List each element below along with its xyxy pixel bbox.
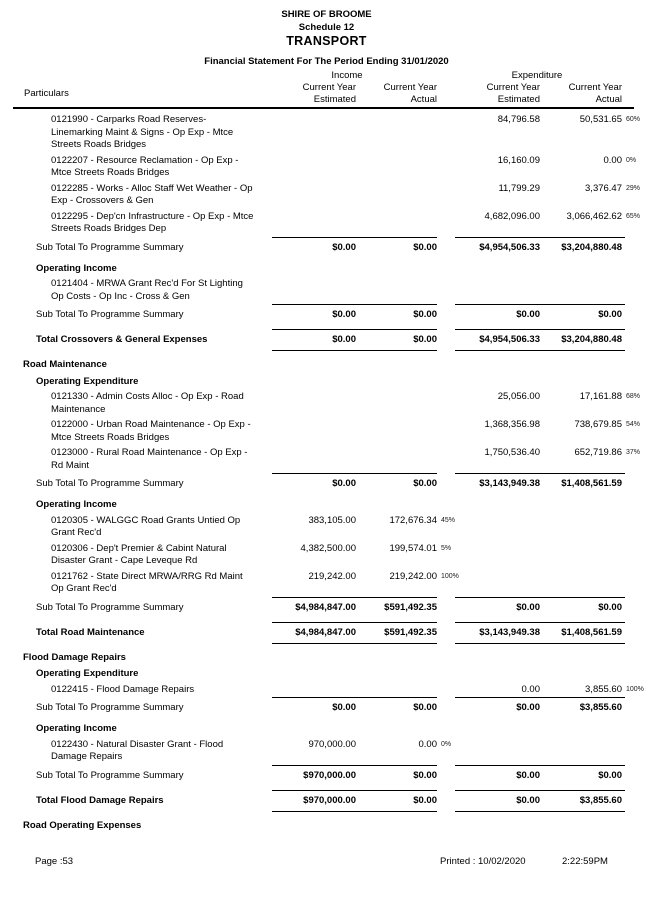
expenditure-rule bbox=[455, 597, 625, 598]
column-headers bbox=[0, 70, 653, 110]
table-rows bbox=[0, 114, 653, 836]
account-label: 0123000 - Rural Road Maintenance - Op Exp - Rd Maint bbox=[51, 447, 248, 471]
percent-of-budget: 0% bbox=[441, 740, 452, 748]
income-estimated-value: 4,382,500.00 bbox=[300, 542, 356, 554]
expenditure-actual-value: $0.00 bbox=[598, 601, 622, 613]
expenditure-actual-value: 3,376.47 bbox=[585, 182, 622, 194]
row-account bbox=[0, 114, 653, 152]
income-actual-value: 219,242.00 bbox=[389, 570, 437, 582]
printed-time: 2:22:59PM bbox=[562, 856, 608, 867]
row-subhead bbox=[0, 723, 653, 736]
income-actual-value: $0.00 bbox=[413, 241, 437, 253]
expenditure-rule bbox=[455, 304, 625, 305]
expenditure-estimated-value: $0.00 bbox=[516, 702, 540, 713]
row-total bbox=[0, 627, 653, 640]
income-estimated-value: $0.00 bbox=[332, 334, 356, 345]
subsection-title: Operating Expenditure bbox=[36, 668, 139, 679]
percent-of-budget: 29% bbox=[626, 184, 641, 192]
row-subhead bbox=[0, 263, 653, 276]
income-actual-value: $0.00 bbox=[413, 769, 437, 781]
expenditure-rule bbox=[455, 329, 625, 330]
report-subtitle: Financial Statement For The Period Ending 31/01/2020 bbox=[204, 56, 449, 67]
printed-date: Printed : 10/02/2020 bbox=[440, 856, 526, 867]
header-line: Current Year bbox=[383, 82, 437, 93]
header-line: Current Year bbox=[302, 82, 356, 93]
row-subhead bbox=[0, 499, 653, 512]
expenditure-rule bbox=[455, 697, 625, 698]
income-estimated-value: $0.00 bbox=[332, 241, 356, 253]
section-title: Road Maintenance bbox=[23, 359, 107, 370]
income-rule bbox=[272, 304, 437, 305]
row-subhead bbox=[0, 376, 653, 389]
income-actual-header bbox=[357, 82, 437, 105]
expenditure-estimated-value: $0.00 bbox=[516, 794, 540, 806]
expenditure-actual-value: $0.00 bbox=[598, 309, 622, 320]
income-estimated-header bbox=[262, 82, 356, 105]
expenditure-actual-value: 738,679.85 bbox=[574, 419, 622, 430]
section-title: Road Operating Expenses bbox=[23, 819, 142, 831]
total-label: Total Crossovers & General Expenses bbox=[36, 334, 208, 345]
section-title: Flood Damage Repairs bbox=[23, 651, 126, 663]
expenditure-actual-value: 50,531.65 bbox=[579, 114, 622, 125]
expenditure-estimated-value: $0.00 bbox=[516, 601, 540, 613]
org-title: SHIRE OF BROOME bbox=[281, 9, 372, 20]
income-group-header: Income bbox=[331, 70, 363, 81]
header-line: Actual bbox=[595, 93, 622, 105]
expenditure-actual-value: 3,855.60 bbox=[585, 683, 622, 695]
account-label: 0122000 - Urban Road Maintenance - Op Exp - Mtce Streets Roads Bridges bbox=[51, 419, 251, 443]
expenditure-actual-value: $3,204,880.48 bbox=[561, 334, 622, 345]
subtotal-label: Sub Total To Programme Summary bbox=[36, 601, 184, 613]
expenditure-estimated-value: 84,796.58 bbox=[497, 114, 540, 125]
header-line: Current Year bbox=[486, 82, 540, 93]
income-actual-value: $0.00 bbox=[413, 702, 437, 713]
expenditure-rule bbox=[455, 622, 625, 623]
percent-of-budget: 100% bbox=[441, 572, 459, 580]
income-rule bbox=[272, 329, 437, 330]
header-rule bbox=[13, 107, 634, 109]
expenditure-actual-value: 0.00 bbox=[603, 154, 622, 166]
income-rule bbox=[272, 597, 437, 598]
percent-of-budget: 45% bbox=[441, 516, 456, 524]
expenditure-group-header: Expenditure bbox=[511, 70, 563, 81]
expenditure-actual-value: $0.00 bbox=[598, 769, 622, 781]
schedule-title: Schedule 12 bbox=[298, 22, 355, 33]
income-estimated-value: $0.00 bbox=[332, 702, 356, 713]
subtotal-label: Sub Total To Programme Summary bbox=[36, 769, 184, 781]
expenditure-estimated-value: $0.00 bbox=[516, 309, 540, 320]
row-subhead bbox=[0, 668, 653, 681]
row-subtotal bbox=[0, 309, 653, 322]
percent-of-budget: 5% bbox=[441, 544, 452, 552]
expenditure-estimated-value: $0.00 bbox=[516, 769, 540, 781]
account-label: 0121330 - Admin Costs Alloc - Op Exp - Road Maintenance bbox=[51, 391, 244, 415]
expenditure-rule bbox=[455, 765, 625, 766]
income-estimated-value: $0.00 bbox=[332, 478, 356, 489]
row-account bbox=[0, 515, 653, 540]
row-account bbox=[0, 684, 653, 697]
expenditure-actual-value: $3,855.60 bbox=[579, 794, 622, 806]
row-account bbox=[0, 571, 653, 596]
expenditure-actual-value: $3,204,880.48 bbox=[561, 241, 622, 253]
header-line: Actual bbox=[410, 93, 437, 105]
row-account bbox=[0, 278, 653, 303]
row-account bbox=[0, 211, 653, 236]
income-actual-value: $0.00 bbox=[413, 309, 437, 320]
income-estimated-value: 219,242.00 bbox=[308, 570, 356, 582]
expenditure-estimated-value: 25,056.00 bbox=[497, 391, 540, 402]
subsection-title: Operating Income bbox=[36, 499, 117, 510]
income-rule bbox=[272, 622, 437, 623]
percent-of-budget: 68% bbox=[626, 393, 641, 400]
account-label: 0121404 - MRWA Grant Rec'd For St Lighting Op Costs - Op Inc - Cross & Gen bbox=[51, 278, 243, 302]
expenditure-rule bbox=[455, 350, 625, 351]
expenditure-rule bbox=[455, 237, 625, 238]
expenditure-actual-value: $1,408,561.59 bbox=[561, 478, 622, 489]
income-actual-value: $591,492.35 bbox=[384, 626, 437, 638]
income-rule bbox=[272, 350, 437, 351]
expenditure-estimated-value: 1,750,536.40 bbox=[484, 447, 540, 458]
account-label: 0121762 - State Direct MRWA/RRG Rd Maint Op Grant Rec'd bbox=[51, 570, 243, 594]
account-label: 0122415 - Flood Damage Repairs bbox=[51, 683, 195, 695]
expenditure-actual-header bbox=[541, 82, 622, 105]
row-subtotal bbox=[0, 478, 653, 491]
total-label: Total Road Maintenance bbox=[36, 626, 145, 638]
income-estimated-value: $4,984,847.00 bbox=[295, 626, 356, 638]
expenditure-actual-value: 652,719.86 bbox=[574, 447, 622, 458]
percent-of-budget: 0% bbox=[626, 156, 637, 164]
income-estimated-value: $0.00 bbox=[332, 309, 356, 320]
income-actual-value: $591,492.35 bbox=[384, 601, 437, 613]
header-line: Current Year bbox=[568, 82, 622, 93]
subtotal-label: Sub Total To Programme Summary bbox=[36, 241, 184, 253]
income-rule bbox=[272, 790, 437, 791]
subsection-title: Operating Expenditure bbox=[36, 375, 139, 387]
expenditure-actual-value: $1,408,561.59 bbox=[561, 626, 622, 638]
row-account bbox=[0, 391, 653, 416]
expenditure-estimated-value: 11,799.29 bbox=[498, 182, 540, 194]
row-account bbox=[0, 739, 653, 764]
expenditure-estimated-value: $3,143,949.38 bbox=[479, 626, 540, 638]
row-total bbox=[0, 334, 653, 347]
income-rule bbox=[272, 643, 437, 644]
income-estimated-value: $4,984,847.00 bbox=[295, 601, 356, 613]
row-account bbox=[0, 447, 653, 472]
row-section bbox=[0, 359, 653, 372]
percent-of-budget: 60% bbox=[626, 116, 641, 123]
income-actual-value: 0.00 bbox=[418, 738, 437, 750]
income-estimated-value: 383,105.00 bbox=[308, 514, 356, 526]
row-account bbox=[0, 183, 653, 208]
subsection-title: Operating Income bbox=[36, 723, 117, 734]
income-rule bbox=[272, 697, 437, 698]
subtotal-label: Sub Total To Programme Summary bbox=[36, 702, 184, 713]
income-rule bbox=[272, 237, 437, 238]
account-label: 0120305 - WALGGC Road Grants Untied Op Grant Rec'd bbox=[51, 514, 241, 538]
income-actual-value: 199,574.01 bbox=[389, 542, 437, 554]
row-total bbox=[0, 795, 653, 808]
program-title: TRANSPORT bbox=[286, 34, 367, 48]
income-actual-value: $0.00 bbox=[413, 794, 437, 806]
percent-of-budget: 37% bbox=[626, 449, 641, 456]
account-label: 0120306 - Dep't Premier & Cabint Natural Disaster Grant - Cape Leveque Rd bbox=[51, 542, 227, 566]
expenditure-estimated-value: $3,143,949.38 bbox=[479, 478, 540, 489]
expenditure-actual-value: $3,855.60 bbox=[579, 702, 622, 713]
percent-of-budget: 54% bbox=[626, 421, 641, 428]
subtotal-label: Sub Total To Programme Summary bbox=[36, 309, 184, 320]
total-label: Total Flood Damage Repairs bbox=[36, 794, 164, 806]
income-rule bbox=[272, 765, 437, 766]
expenditure-actual-value: 3,066,462.62 bbox=[566, 210, 622, 222]
income-rule bbox=[272, 473, 437, 474]
account-label: 0122430 - Natural Disaster Grant - Flood Damage Repairs bbox=[51, 738, 224, 762]
row-section bbox=[0, 820, 653, 833]
header-line: Estimated bbox=[313, 93, 356, 105]
income-actual-value: $0.00 bbox=[413, 334, 437, 345]
income-estimated-value: $970,000.00 bbox=[303, 794, 356, 806]
income-estimated-value: $970,000.00 bbox=[303, 769, 356, 781]
expenditure-actual-value: 17,161.88 bbox=[579, 391, 622, 402]
expenditure-rule bbox=[455, 643, 625, 644]
percent-of-budget: 65% bbox=[626, 212, 641, 220]
row-account bbox=[0, 543, 653, 568]
expenditure-rule bbox=[455, 811, 625, 812]
subtotal-label: Sub Total To Programme Summary bbox=[36, 478, 184, 489]
income-actual-value: $0.00 bbox=[413, 478, 437, 489]
account-label: 0122295 - Dep'cn Infrastructure - Op Exp - Mtce Streets Roads Bridges Dep bbox=[51, 210, 254, 234]
account-label: 0121990 - Carparks Road Reserves- Linemarking Maint & Signs - Op Exp - Mtce Streets Roads Bridges bbox=[51, 114, 234, 150]
percent-of-budget: 100% bbox=[626, 685, 644, 693]
expenditure-estimated-value: 1,368,356.98 bbox=[484, 419, 540, 430]
expenditure-rule bbox=[455, 790, 625, 791]
row-account bbox=[0, 419, 653, 444]
expenditure-estimated-header bbox=[448, 82, 540, 105]
expenditure-estimated-value: $4,954,506.33 bbox=[479, 334, 540, 345]
header-line: Estimated bbox=[497, 93, 540, 105]
row-subtotal bbox=[0, 702, 653, 715]
row-account bbox=[0, 155, 653, 180]
account-label: 0122207 - Resource Reclamation - Op Exp - Mtce Streets Roads Bridges bbox=[51, 154, 239, 178]
expenditure-estimated-value: 0.00 bbox=[521, 683, 540, 695]
expenditure-estimated-value: 4,682,096.00 bbox=[484, 210, 540, 222]
subsection-title: Operating Income bbox=[36, 262, 117, 274]
page-number: Page :53 bbox=[35, 856, 74, 867]
income-estimated-value: 970,000.00 bbox=[308, 738, 356, 750]
report-header bbox=[0, 8, 653, 67]
expenditure-rule bbox=[455, 473, 625, 474]
row-subtotal bbox=[0, 770, 653, 783]
particulars-header: Particulars bbox=[24, 88, 69, 99]
row-subtotal bbox=[0, 602, 653, 615]
income-actual-value: 172,676.34 bbox=[389, 514, 437, 526]
row-subtotal bbox=[0, 242, 653, 255]
expenditure-estimated-value: 16,160.09 bbox=[497, 154, 540, 166]
row-section bbox=[0, 652, 653, 665]
account-label: 0122285 - Works - Alloc Staff Wet Weather - Op Exp - Crossovers & Gen bbox=[51, 182, 253, 206]
expenditure-estimated-value: $4,954,506.33 bbox=[479, 241, 540, 253]
income-rule bbox=[272, 811, 437, 812]
